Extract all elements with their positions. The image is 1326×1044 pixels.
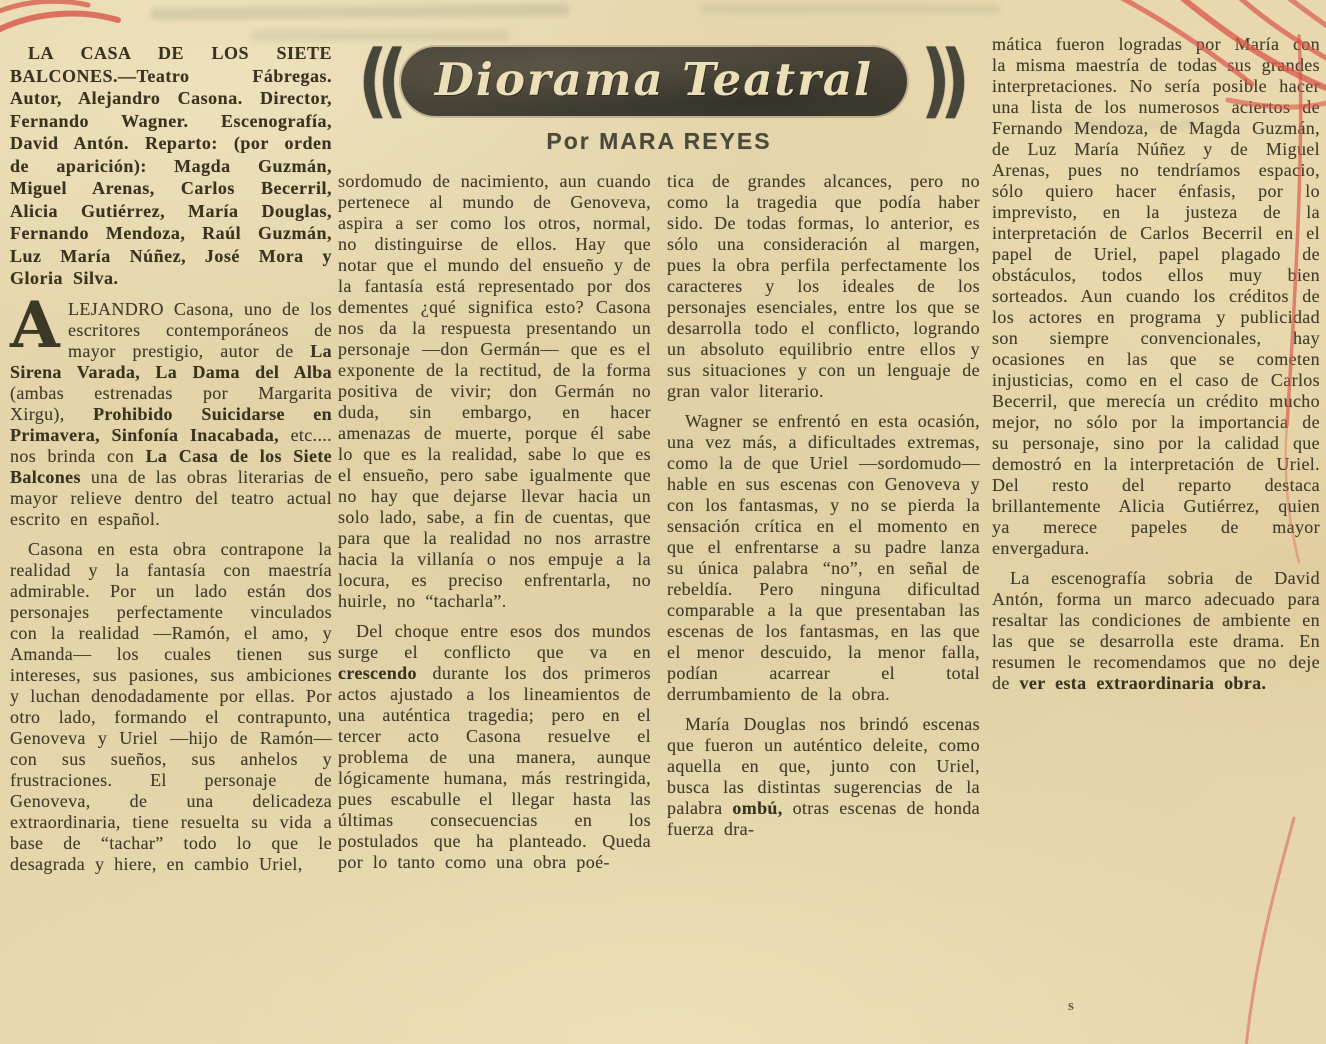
middle-columns (338, 171, 980, 882)
text-run: (ambas estrenadas por Margarita Xirgu), (10, 382, 332, 424)
paragraph (10, 42, 332, 290)
author-byline: Por MARA REYES (546, 128, 772, 154)
paragraph (667, 411, 980, 705)
paragraph (338, 171, 651, 612)
paragraph (667, 714, 980, 840)
text-run: La Sirena Varada, La Dama del Alba (10, 340, 332, 382)
text-run: ver esta extraordinaria obra. (1019, 673, 1267, 693)
paragraph (992, 568, 1320, 694)
section-banner (338, 34, 980, 128)
banner-right-parenthesis-icon: )) (921, 34, 960, 128)
text-run: durante los dos primeros actos ajustado a los lineamientos de una auténtica tragedia; pero en el tercer acto Casona resuelve el problema de una manera, aunque lógicamente humana, más restringida, pues escabulle el llegar hasta las últimas consecuencias en los postulados que ha planteado. Queda por lo tanto como una obra poé- (338, 663, 651, 872)
text-run: Prohibido Suicidarse en Primavera, Sinfonía Inacabada, (10, 403, 332, 445)
article-column-3 (667, 171, 980, 882)
paragraph (667, 171, 980, 402)
bleed-through-smudge (700, 4, 1000, 14)
text-run: crescendo (338, 663, 417, 683)
text-run: Casona en esta obra contrapone la realidad y la fantasía con maestría admirable. Por un lado están dos personajes perfectamente vinculados con la realidad —Ramón, el amo, y Amanda— los cuales tienen sus intereses, sus pasiones, sus ambiciones y luchan denodadamente por ellas. Por otro lado, formando el contrapunto, Genoveva y Uriel —hijo de Ramón— con sus sueños, sus anhelos y frustraciones. El personaje de Genoveva, de una delicadeza extraordinaria, tiene resuelta su vida a base de “tachar” todo lo que le desagrada y hiere, en cambio Uriel, (10, 538, 332, 874)
text-run: Wagner se enfrentó en esta ocasión, una vez más, a dificultades extremas, como la de que Uriel —sordomudo— hable en sus escenas con Genoveva y con los fantasmas, y no se pierda la sensación crítica en el momento en que el enfrentarse a su padre lanza su única palabra “no”, en señal de rebeldía. Pero ninguna dificultad comparable a la que presentaban las escenas de los fantasmas, en las que el menor descuido, la menor falla, podían acarrear el total derrumbamiento de la obra. (667, 411, 980, 704)
banner-pill (401, 47, 907, 116)
text-run: Del choque entre esos dos mundos surge el conflicto que va en (338, 621, 651, 662)
bleed-through-smudge (150, 4, 570, 20)
text-run: etc.... nos brinda con (10, 424, 332, 466)
article-column-1 (10, 42, 332, 884)
printers-mark: s (1068, 998, 1074, 1014)
text-run: mática fueron logradas por María con la misma maestría de todas sus grandes interpretaciones. No sería posible hacer una lista de los numerosos aciertos de Fernando Mendoza, de Magda Guzmán, de Luz María Núñez y de Miguel Arenas, pues no tendríamos espacio, sólo quiero hacer énfasis, por lo imprevisto, en la justeza de la interpretación de Carlos Becerril en el papel de Uriel, papel plagado de obstáculos, todos ellos muy bien sorteados. Aun cuando los créditos de los actores en programa y publicidad son siempre convencionales, hay ocasiones en las que se cometen injusticias, como en el caso de Carlos Becerril, que merecía un crédito mucho mejor, no sólo por la importancia de su personaje, sino por la calidad que demostró en la interpretación de Uriel. Del resto del reparto destaca brillantemente Alicia Gutiérrez, quien ya merece papeles de mayor envergadura. (992, 34, 1320, 558)
text-run: otras escenas de honda fuerza dra- (667, 798, 981, 839)
text-run: ombú, (732, 798, 783, 818)
paragraph (338, 621, 651, 873)
banner-title: Diorama Teatral (434, 52, 874, 106)
paragraph (992, 34, 1320, 559)
text-run: tica de grandes alcances, pero no como la tragedia que podía haber sido. De todas formas, lo anterior, es sólo una consideración al margen, pues la obra perfila perfectamente los caracteres y los ideales de los personajes esenciales, entre los que se desarrolla todo el conflicto, logrando un absoluto equilibrio entre ellos y sus situaciones y con un lenguaje de gran valor literario. (667, 171, 980, 401)
text-run: La escenografía sobria de David Antón, forma un marco adecuado para resaltar las condiciones de ambiente en las que se desarrolla este drama. En resumen le recomendamos que no deje de (992, 568, 1320, 693)
article-column-4 (992, 34, 1320, 703)
text-run: María Douglas nos brindó escenas que fueron un auténtico deleite, como aquella en que, junto con Uriel, busca las distintas sugerencias de la palabra (667, 714, 980, 818)
article-middle-section (338, 34, 981, 882)
text-run: sordomudo de nacimiento, aun cuando pertenece al mundo de Genoveva, aspira a ser como los otros, normal, no distinguirse de ellos. Hay que notar que el mundo del ensueño y de la fantasía está representado por dos dementes ¿qué significa esto? Casona nos da la respuesta presentando un personaje —don Germán— que es el exponente de la rectitud, de la forma positiva de vivir; don Germán no duda, sin embargo, en hacer amenazas de muerte, porque él sabe lo que es la realidad, sabe lo que es el ensueño, pero sabe igualmente que no hay que dejarse llevar hacia un solo lado, sabe, a fin de cuentas, que para que la realidad no nos arrastre hacia la villanía o nos empuje a la locura, es preciso enfrentarla, no huirle, no “tacharla”. (338, 171, 651, 611)
text-run: una de las obras literarias de mayor relieve dentro del teatro actual escrito en español. (10, 466, 332, 529)
paragraph (10, 539, 332, 875)
drop-cap: A (10, 287, 61, 363)
text-run: La Casa de los Siete Balcones (10, 445, 332, 487)
text-run: LA CASA DE LOS SIETE BALCONES.—Teatro Fábregas. Autor, Alejandro Casona. Director, Fernando Wagner. Escenografía, David Antón. Reparto: (por orden de aparición): Magda Guzmán, Miguel Arenas, Carlos Becerril, Alicia Gutiérrez, María Douglas, Fernando Mendoza, Raúl Guzmán, Luz María Núñez, José Mora y Gloria Silva. (10, 43, 332, 288)
article-column-2 (338, 171, 651, 882)
text-run: LEJANDRO Casona, uno de los escritores contemporáneos de mayor prestigio, autor de (68, 298, 332, 361)
paragraph (10, 287, 332, 530)
banner-left-parenthesis-icon: (( (358, 34, 397, 128)
